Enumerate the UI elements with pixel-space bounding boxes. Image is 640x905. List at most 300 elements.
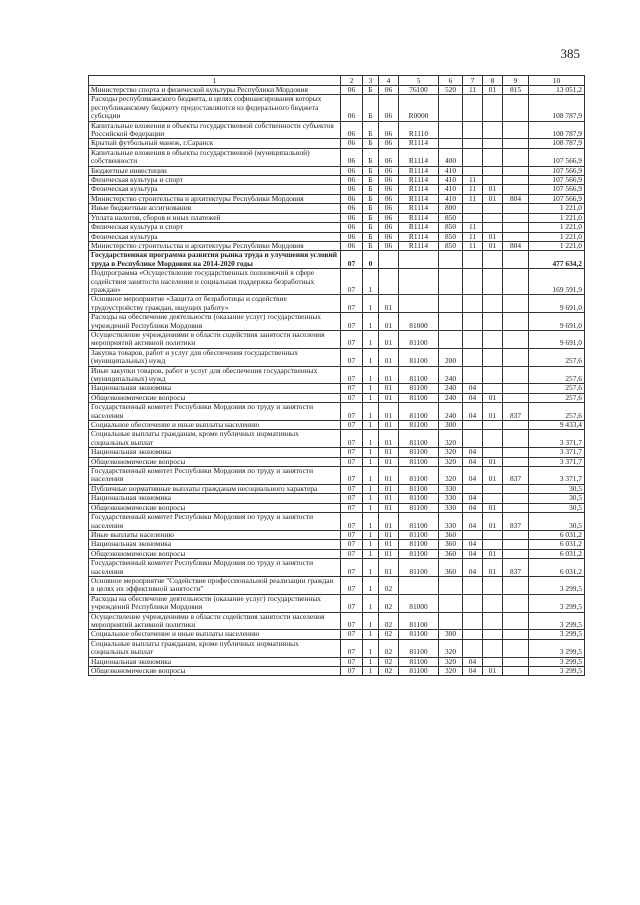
table-row	[89, 530, 585, 539]
row-description: Расходы на обеспечение деятельности (оказание услуг) государственных учреждений Республики Мордовия	[89, 594, 341, 612]
code-col-9	[503, 204, 529, 213]
row-description: Национальная экономика	[89, 494, 341, 503]
code-col-8	[483, 139, 503, 148]
code-col-2: 07	[341, 384, 363, 393]
amount-cell: 107 566,9	[529, 148, 585, 166]
table-row	[89, 121, 585, 139]
code-col-8: 01	[483, 503, 503, 512]
code-col-5: R1114	[399, 139, 439, 148]
column-header: 3	[363, 76, 379, 86]
code-col-6: 320	[439, 667, 463, 676]
code-col-7: 11	[463, 241, 483, 250]
amount-cell: 257,6	[529, 393, 585, 402]
amount-cell: 257,6	[529, 366, 585, 384]
code-col-2: 07	[341, 667, 363, 676]
code-col-8	[483, 295, 503, 313]
code-col-2: 06	[341, 176, 363, 185]
row-description: Государственная программа развития рынка труда и улучшения условий труда в Республике Мордовия на 2014-2020 годы	[89, 251, 341, 269]
code-col-3: Б	[363, 194, 379, 203]
code-col-2: 06	[341, 139, 363, 148]
row-description: Физическая культура и спорт	[89, 223, 341, 232]
code-col-7	[463, 530, 483, 539]
code-col-7: 11	[463, 223, 483, 232]
code-col-5: R1114	[399, 166, 439, 175]
code-col-2: 07	[341, 457, 363, 466]
table-row	[89, 421, 585, 430]
code-col-2: 07	[341, 448, 363, 457]
code-col-6: 200	[439, 348, 463, 366]
table-row	[89, 540, 585, 549]
code-col-7	[463, 213, 483, 222]
code-col-9	[503, 393, 529, 402]
code-col-3: 1	[363, 513, 379, 531]
row-description: Государственный комитет Республики Мордовия по труду и занятости населения	[89, 513, 341, 531]
code-col-6: 410	[439, 166, 463, 175]
code-col-5: 81100	[399, 657, 439, 666]
row-description: Государственный комитет Республики Мордовия по труду и занятости населения	[89, 559, 341, 577]
code-col-6: 300	[439, 630, 463, 639]
amount-cell: 3 371,7	[529, 448, 585, 457]
code-col-5: 81100	[399, 366, 439, 384]
code-col-6: 410	[439, 185, 463, 194]
code-col-5	[399, 251, 439, 269]
amount-cell: 9 433,4	[529, 421, 585, 430]
code-col-8	[483, 223, 503, 232]
code-col-9: 804	[503, 194, 529, 203]
code-col-8	[483, 448, 503, 457]
code-col-9	[503, 457, 529, 466]
code-col-2: 06	[341, 166, 363, 175]
code-col-3: 1	[363, 313, 379, 331]
code-col-8	[483, 348, 503, 366]
table-body	[89, 86, 585, 676]
code-col-9	[503, 639, 529, 657]
code-col-6	[439, 95, 463, 121]
amount-cell: 1 221,0	[529, 223, 585, 232]
code-col-6: 850	[439, 241, 463, 250]
code-col-9	[503, 421, 529, 430]
amount-cell: 30,5	[529, 503, 585, 512]
amount-cell: 169 591,9	[529, 269, 585, 295]
row-description: Общеэкономические вопросы	[89, 393, 341, 402]
table-row	[89, 148, 585, 166]
table-row	[89, 223, 585, 232]
code-col-3: 1	[363, 639, 379, 657]
table-row	[89, 457, 585, 466]
code-col-4: 02	[379, 639, 399, 657]
code-col-6: 410	[439, 194, 463, 203]
code-col-6: 850	[439, 223, 463, 232]
amount-cell: 30,5	[529, 494, 585, 503]
column-header: 5	[399, 76, 439, 86]
code-col-8	[483, 430, 503, 448]
code-col-8	[483, 494, 503, 503]
code-col-3: Б	[363, 176, 379, 185]
code-col-9: 815	[503, 86, 529, 95]
code-col-3: 1	[363, 457, 379, 466]
code-col-5: 81100	[399, 384, 439, 393]
code-col-9	[503, 576, 529, 594]
code-col-8	[483, 384, 503, 393]
amount-cell: 108 787,9	[529, 139, 585, 148]
code-col-9	[503, 166, 529, 175]
code-col-9: 837	[503, 467, 529, 485]
code-col-4: 06	[379, 213, 399, 222]
row-description: Государственный комитет Республики Мордовия по труду и занятости населения	[89, 403, 341, 421]
code-col-8	[483, 530, 503, 539]
amount-cell: 257,6	[529, 403, 585, 421]
code-col-9	[503, 612, 529, 630]
table-row	[89, 657, 585, 666]
code-col-8	[483, 330, 503, 348]
code-col-2: 06	[341, 241, 363, 250]
amount-cell: 6 031,2	[529, 530, 585, 539]
amount-cell: 9 691,0	[529, 313, 585, 331]
code-col-4: 02	[379, 594, 399, 612]
row-description: Публичные нормативные выплаты гражданам несоциального характера	[89, 484, 341, 493]
row-description: Бюджетные инвестиции	[89, 166, 341, 175]
header-row	[89, 76, 585, 86]
code-col-6: 360	[439, 559, 463, 577]
row-description: Иные бюджетные ассигнования	[89, 204, 341, 213]
table-row	[89, 513, 585, 531]
code-col-4: 02	[379, 630, 399, 639]
code-col-9	[503, 540, 529, 549]
code-col-3: Б	[363, 241, 379, 250]
code-col-2: 07	[341, 484, 363, 493]
code-col-4: 01	[379, 559, 399, 577]
code-col-4: 01	[379, 348, 399, 366]
code-col-8	[483, 213, 503, 222]
table-row	[89, 251, 585, 269]
code-col-7: 04	[463, 448, 483, 457]
code-col-8	[483, 576, 503, 594]
row-description: Капитальные вложения в объекты государственной собственности субъектов Российской Федерации	[89, 121, 341, 139]
code-col-5: R1114	[399, 185, 439, 194]
code-col-2: 07	[341, 269, 363, 295]
code-col-9: 837	[503, 403, 529, 421]
code-col-7: 04	[463, 457, 483, 466]
code-col-6	[439, 594, 463, 612]
code-col-3: 1	[363, 484, 379, 493]
code-col-4: 01	[379, 295, 399, 313]
code-col-7: 04	[463, 384, 483, 393]
code-col-9	[503, 269, 529, 295]
code-col-9	[503, 148, 529, 166]
code-col-9	[503, 95, 529, 121]
code-col-4: 01	[379, 430, 399, 448]
code-col-8: 01	[483, 467, 503, 485]
code-col-4: 06	[379, 148, 399, 166]
code-col-6: 240	[439, 403, 463, 421]
code-col-3: 1	[363, 503, 379, 512]
table-row	[89, 166, 585, 175]
code-col-2: 07	[341, 421, 363, 430]
code-col-5: 81100	[399, 667, 439, 676]
code-col-6: 320	[439, 430, 463, 448]
code-col-7: 11	[463, 176, 483, 185]
code-col-8: 01	[483, 393, 503, 402]
amount-cell: 30,5	[529, 484, 585, 493]
code-col-4: 02	[379, 576, 399, 594]
code-col-9: 837	[503, 559, 529, 577]
row-description: Иные выплаты населению	[89, 530, 341, 539]
code-col-8	[483, 204, 503, 213]
code-col-7	[463, 630, 483, 639]
code-col-4: 06	[379, 176, 399, 185]
amount-cell: 3 299,5	[529, 594, 585, 612]
code-col-2: 07	[341, 657, 363, 666]
code-col-3: Б	[363, 139, 379, 148]
code-col-7: 11	[463, 232, 483, 241]
code-col-6: 320	[439, 448, 463, 457]
code-col-4: 01	[379, 503, 399, 512]
code-col-3: Б	[363, 232, 379, 241]
code-col-3: Б	[363, 121, 379, 139]
code-col-8	[483, 421, 503, 430]
code-col-5: 81100	[399, 448, 439, 457]
code-col-3: 1	[363, 269, 379, 295]
code-col-3: 1	[363, 530, 379, 539]
row-description: Министерство спорта и физической культуры Республики Мордовия	[89, 86, 341, 95]
code-col-4: 02	[379, 667, 399, 676]
code-col-8: 01	[483, 232, 503, 241]
code-col-3: Б	[363, 185, 379, 194]
amount-cell: 13 051,2	[529, 86, 585, 95]
code-col-2: 06	[341, 213, 363, 222]
code-col-6: 240	[439, 366, 463, 384]
code-col-7: 04	[463, 513, 483, 531]
row-description: Общеэкономические вопросы	[89, 457, 341, 466]
code-col-5: 76100	[399, 86, 439, 95]
table-row	[89, 559, 585, 577]
code-col-3: Б	[363, 148, 379, 166]
code-col-5: R1114	[399, 232, 439, 241]
code-col-8: 01	[483, 549, 503, 558]
code-col-9	[503, 430, 529, 448]
code-col-7	[463, 95, 483, 121]
table-row	[89, 232, 585, 241]
code-col-9: 804	[503, 241, 529, 250]
amount-cell: 3 299,5	[529, 576, 585, 594]
code-col-5: R1110	[399, 121, 439, 139]
amount-cell: 107 566,9	[529, 185, 585, 194]
row-description: Национальная экономика	[89, 448, 341, 457]
code-col-3: 1	[363, 295, 379, 313]
code-col-5	[399, 269, 439, 295]
table-row	[89, 403, 585, 421]
amount-cell: 1 221,0	[529, 213, 585, 222]
code-col-6	[439, 576, 463, 594]
code-col-3: Б	[363, 204, 379, 213]
code-col-3: 1	[363, 393, 379, 402]
code-col-7	[463, 594, 483, 612]
code-col-7	[463, 269, 483, 295]
table-row	[89, 348, 585, 366]
code-col-4: 01	[379, 403, 399, 421]
code-col-7	[463, 139, 483, 148]
table-row	[89, 594, 585, 612]
code-col-2: 07	[341, 576, 363, 594]
code-col-2: 06	[341, 204, 363, 213]
code-col-2: 07	[341, 467, 363, 485]
table-row	[89, 269, 585, 295]
code-col-3: 1	[363, 330, 379, 348]
code-col-2: 07	[341, 313, 363, 331]
table-row	[89, 448, 585, 457]
code-col-4: 01	[379, 467, 399, 485]
code-col-3: 1	[363, 540, 379, 549]
table-row	[89, 484, 585, 493]
row-description: Общеэкономические вопросы	[89, 549, 341, 558]
code-col-9	[503, 348, 529, 366]
code-col-4: 06	[379, 121, 399, 139]
code-col-4: 01	[379, 484, 399, 493]
code-col-7	[463, 430, 483, 448]
code-col-8	[483, 612, 503, 630]
column-header: 8	[483, 76, 503, 86]
code-col-7: 04	[463, 657, 483, 666]
table-row	[89, 241, 585, 250]
code-col-4: 01	[379, 530, 399, 539]
row-description: Национальная экономика	[89, 540, 341, 549]
code-col-2: 07	[341, 403, 363, 421]
code-col-9	[503, 313, 529, 331]
row-description: Министерство строительства и архитектуры Республики Мордовия	[89, 241, 341, 250]
code-col-5: 81000	[399, 594, 439, 612]
row-description: Социальное обеспечение и иные выплаты населению	[89, 421, 341, 430]
row-description: Общеэкономические вопросы	[89, 667, 341, 676]
row-description: Национальная экономика	[89, 384, 341, 393]
code-col-6: 330	[439, 513, 463, 531]
code-col-4	[379, 251, 399, 269]
amount-cell: 3 371,7	[529, 457, 585, 466]
code-col-9: 837	[503, 513, 529, 531]
code-col-4: 06	[379, 139, 399, 148]
code-col-3: 1	[363, 448, 379, 457]
code-col-8	[483, 166, 503, 175]
code-col-8: 01	[483, 403, 503, 421]
code-col-5: 81100	[399, 559, 439, 577]
code-col-6: 320	[439, 657, 463, 666]
code-col-4: 01	[379, 366, 399, 384]
code-col-2: 07	[341, 494, 363, 503]
table-row	[89, 384, 585, 393]
code-col-7	[463, 576, 483, 594]
code-col-4: 02	[379, 612, 399, 630]
code-col-3: 1	[363, 576, 379, 594]
code-col-3: Б	[363, 86, 379, 95]
row-description: Основное мероприятие «Защита от безработицы и содействие трудоустройству граждан, ищущих работу»	[89, 295, 341, 313]
code-col-5: R1114	[399, 223, 439, 232]
code-col-4: 01	[379, 330, 399, 348]
code-col-8: 01	[483, 194, 503, 203]
code-col-7: 04	[463, 559, 483, 577]
code-col-9	[503, 448, 529, 457]
code-col-7: 04	[463, 503, 483, 512]
code-col-2: 07	[341, 366, 363, 384]
code-col-4: 01	[379, 494, 399, 503]
code-col-5: R0000	[399, 95, 439, 121]
code-col-5: 81100	[399, 540, 439, 549]
code-col-8	[483, 251, 503, 269]
row-description: Закупка товаров, работ и услуг для обеспечения государственных (муниципальных) нужд	[89, 348, 341, 366]
row-description: Национальная экономика	[89, 657, 341, 666]
amount-cell: 107 566,9	[529, 194, 585, 203]
code-col-9	[503, 503, 529, 512]
code-col-4: 01	[379, 448, 399, 457]
code-col-8: 01	[483, 86, 503, 95]
code-col-5	[399, 576, 439, 594]
code-col-7	[463, 330, 483, 348]
amount-cell: 6 031,2	[529, 540, 585, 549]
code-col-3: 1	[363, 421, 379, 430]
code-col-8	[483, 540, 503, 549]
code-col-2: 07	[341, 393, 363, 402]
table-row	[89, 139, 585, 148]
code-col-6: 240	[439, 384, 463, 393]
code-col-8	[483, 639, 503, 657]
code-col-6: 320	[439, 457, 463, 466]
code-col-2: 07	[341, 251, 363, 269]
column-header: 10	[529, 76, 585, 86]
page-number: 385	[560, 46, 580, 61]
code-col-8	[483, 269, 503, 295]
code-col-5: R1114	[399, 194, 439, 203]
code-col-5: R1114	[399, 204, 439, 213]
code-col-4: 01	[379, 513, 399, 531]
code-col-5: R1114	[399, 213, 439, 222]
code-col-8: 01	[483, 185, 503, 194]
code-col-6: 240	[439, 393, 463, 402]
code-col-6: 850	[439, 232, 463, 241]
row-description: Физическая культура и спорт	[89, 176, 341, 185]
row-description: Расходы республиканского бюджета, в целях софинансирования которых республиканскому бюджету предоставляются из федерального бюджета субсидии	[89, 95, 341, 121]
code-col-6	[439, 269, 463, 295]
code-col-8: 01	[483, 559, 503, 577]
row-description: Расходы на обеспечение деятельности (оказание услуг) государственных учреждений Республики Мордовия	[89, 313, 341, 331]
code-col-7	[463, 166, 483, 175]
row-description: Общеэкономические вопросы	[89, 503, 341, 512]
code-col-2: 06	[341, 95, 363, 121]
amount-cell: 3 299,5	[529, 639, 585, 657]
code-col-6: 330	[439, 503, 463, 512]
code-col-6: 400	[439, 148, 463, 166]
amount-cell: 477 634,2	[529, 251, 585, 269]
code-col-4: 06	[379, 223, 399, 232]
code-col-6: 360	[439, 549, 463, 558]
code-col-8	[483, 484, 503, 493]
code-col-9	[503, 530, 529, 539]
code-col-4: 06	[379, 241, 399, 250]
table-row	[89, 667, 585, 676]
row-description: Осуществление учреждениями в области содействия занятости населения мероприятий активной политики	[89, 612, 341, 630]
code-col-3: Б	[363, 166, 379, 175]
code-col-5: 81100	[399, 348, 439, 366]
row-description: Уплата налогов, сборов и иных платежей	[89, 213, 341, 222]
code-col-3: 1	[363, 494, 379, 503]
code-col-6: 320	[439, 467, 463, 485]
amount-cell: 3 299,5	[529, 667, 585, 676]
code-col-8	[483, 630, 503, 639]
code-col-3: 1	[363, 366, 379, 384]
code-col-6: 800	[439, 204, 463, 213]
code-col-2: 06	[341, 185, 363, 194]
code-col-7: 04	[463, 403, 483, 421]
code-col-8	[483, 176, 503, 185]
code-col-2: 07	[341, 594, 363, 612]
table-row	[89, 295, 585, 313]
